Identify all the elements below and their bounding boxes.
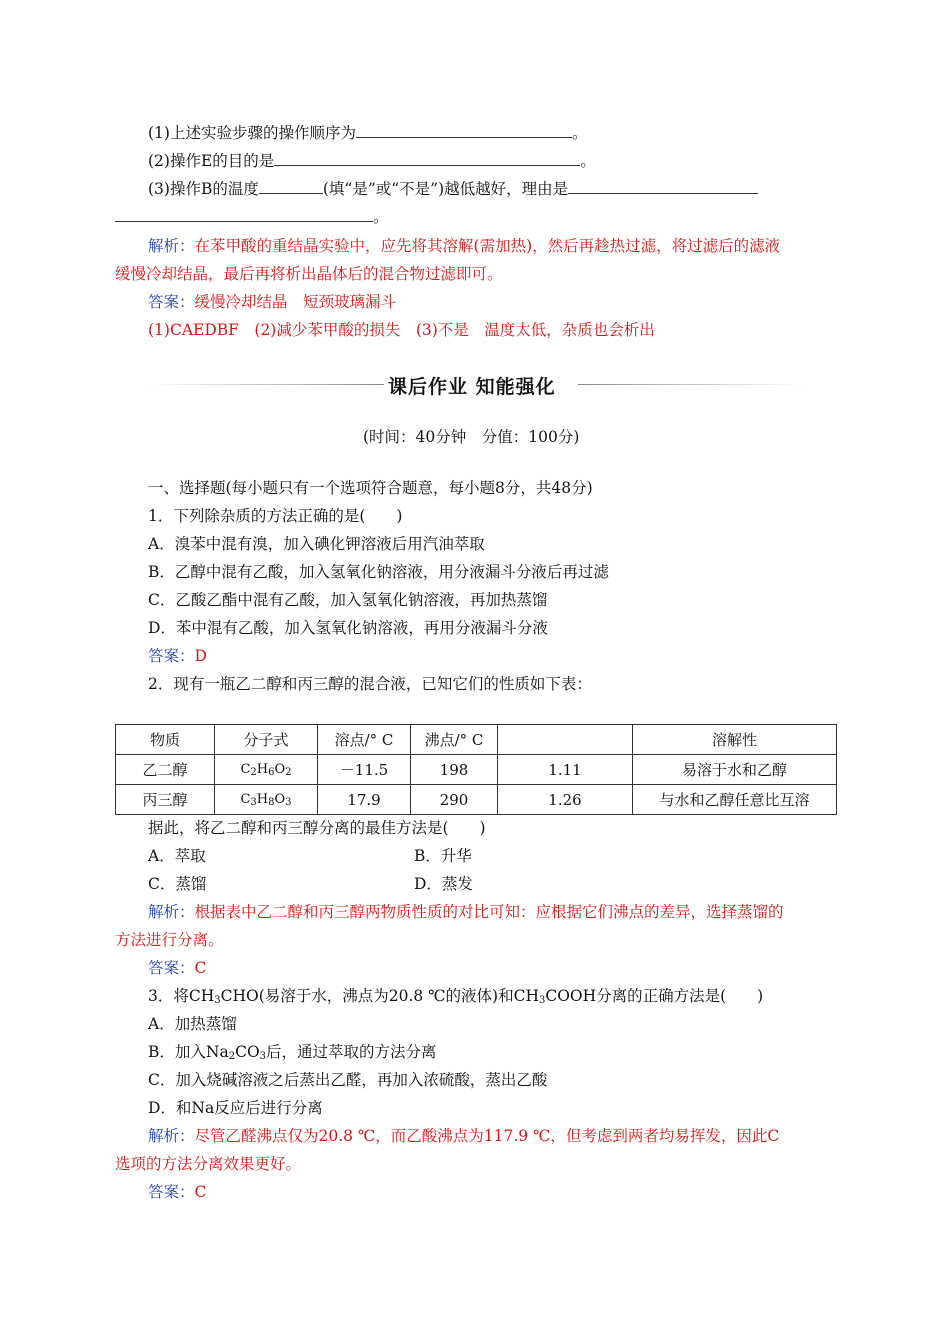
top-analysis-line-2: 缓慢冷却结晶，最后再将析出晶体后的混合物过滤即可。 (115, 265, 503, 283)
subscript: 3 (214, 995, 221, 1006)
formula-part: O (274, 791, 286, 807)
table-row (116, 785, 837, 815)
answer-label: 答案： (148, 959, 195, 977)
table-header-cell: 分子式 (215, 725, 318, 755)
formula-subscript: 6 (268, 766, 275, 778)
formula-part: C (240, 761, 251, 777)
top-answer-line-1 (148, 292, 396, 312)
table-cell: 丙三醇 (116, 785, 215, 815)
q3-stem-part: CHO(易溶于水，沸点为20.8 ℃的液体)和CH (220, 987, 539, 1005)
table-header-cell: 沸点/° C (411, 725, 498, 755)
subscript: 3 (259, 1051, 267, 1062)
end-mark: 。 (571, 124, 588, 142)
question-3-prefix: (3)操作B的温度 (148, 180, 259, 198)
q3-analysis-line-1 (148, 1126, 779, 1146)
formula-cell (215, 785, 318, 815)
q1-option-a: A．溴苯中混有溴，加入碘化钾溶液后用汽油萃取 (148, 535, 485, 553)
section-title: 课后作业 知能强化 (388, 376, 556, 398)
q3-stem (148, 986, 763, 1011)
q1-option-b: B．乙醇中混有乙酸，加入氢氧化钠溶液，用分液漏斗分液后再过滤 (148, 563, 609, 581)
formula-part: H (256, 761, 269, 777)
q2-followup: 据此，将乙二醇和丙三醇分离的最佳方法是( ) (148, 819, 486, 837)
table-cell: 与水和乙醇任意比互溶 (633, 785, 837, 815)
answer-label: 答案： (148, 647, 195, 665)
table-cell: 198 (411, 755, 498, 785)
answer-label: 答案： (148, 293, 195, 311)
q1-option-c: C．乙酸乙酯中混有乙酸，加入氢氧化钠溶液，再加热蒸馏 (148, 591, 548, 609)
time-info: (时间：40分钟 分值：100分) (363, 428, 580, 446)
question-3-middle: (填“是”或“不是”)越低越好，理由是 (322, 180, 569, 198)
answer-text: C (194, 1183, 207, 1201)
q2-option-d: D．蒸发 (414, 875, 473, 893)
table-cell: 17.9 (318, 785, 411, 815)
subscript: 3 (538, 995, 546, 1006)
option-part: CO (235, 1043, 260, 1061)
q3-stem-part: COOH分离的正确方法是( ) (545, 987, 764, 1005)
q1-stem: 1．下列除杂质的方法正确的是( ) (148, 507, 403, 525)
answer-blank (274, 151, 580, 166)
table-cell: 乙二醇 (116, 755, 215, 785)
formula-subscript: 2 (250, 766, 257, 778)
table-row (116, 755, 837, 785)
answer-text: 缓慢冷却结晶 短颈玻璃漏斗 (194, 293, 397, 311)
q3-answer-line (148, 1182, 206, 1202)
question-1-line (148, 123, 587, 143)
question-3-line (148, 179, 758, 199)
analysis-label: 解析： (148, 1127, 195, 1145)
q3-option-d: D．和Na反应后进行分离 (148, 1099, 323, 1117)
formula-subscript: 3 (250, 796, 257, 808)
q2-answer-line (148, 958, 206, 978)
formula-part: C (240, 791, 251, 807)
answer-label: 答案： (148, 1183, 195, 1201)
formula-subscript: 3 (285, 796, 292, 808)
end-mark: 。 (373, 208, 389, 226)
answer-blank (568, 179, 758, 194)
table-cell: 易溶于水和乙醇 (633, 755, 837, 785)
analysis-text: 在苯甲酸的重结晶实验中，应先将其溶解(需加热)，然后再趁热过滤，将过滤后的滤液 (194, 237, 781, 255)
q2-option-a: A．萃取 (148, 847, 206, 865)
table-cell: 1.11 (498, 755, 633, 785)
section-title-bar (148, 372, 802, 396)
table-header-cell (498, 725, 633, 755)
table-header-cell: 溶点/° C (318, 725, 411, 755)
q3-stem-part: 3．将CH (148, 987, 215, 1005)
title-divider-left (148, 384, 384, 385)
table-header-cell: 物质 (116, 725, 215, 755)
table-cell: 1.26 (498, 785, 633, 815)
analysis-text: 尽管乙醛沸点仅为20.8 ℃，而乙酸沸点为117.9 ℃，但考虑到两者均易挥发，因此C (194, 1127, 780, 1145)
q2-analysis-line-2: 方法进行分离。 (115, 931, 224, 949)
q2-analysis-line-1 (148, 902, 784, 922)
top-analysis-line-1 (148, 236, 780, 256)
question-1-prefix: (1)上述实验步骤的操作顺序为 (148, 124, 356, 142)
formula-part: O (274, 761, 286, 777)
answer-blank (115, 207, 373, 222)
q3-option-c: C．加入烧碱溶液之后蒸出乙醛，再加入浓硫酸，蒸出乙酸 (148, 1071, 548, 1089)
q1-option-d: D．苯中混有乙酸，加入氢氧化钠溶液，再用分液漏斗分液 (148, 619, 548, 637)
properties-table (115, 724, 837, 815)
question-2-line (148, 151, 596, 171)
analysis-label: 解析： (148, 903, 195, 921)
answer-text: C (194, 959, 207, 977)
option-part: 后，通过萃取的方法分离 (266, 1043, 437, 1061)
q3-option-b (148, 1042, 437, 1067)
answer-blank (259, 179, 323, 194)
q3-option-a: A．加热蒸馏 (148, 1015, 237, 1033)
table-header-row (116, 725, 837, 755)
part-heading: 一、选择题(每小题只有一个选项符合题意，每小题8分，共48分) (148, 479, 593, 497)
formula-subscript: 8 (268, 796, 275, 808)
q2-stem: 2．现有一瓶乙二醇和丙三醇的混合液，已知它们的性质如下表： (148, 675, 592, 693)
q1-answer-line (148, 646, 207, 666)
end-mark: 。 (580, 152, 596, 170)
title-divider-right (578, 384, 802, 385)
table-cell: －11.5 (318, 755, 411, 785)
q2-option-c: C．蒸馏 (148, 875, 207, 893)
formula-part: H (256, 791, 269, 807)
option-part: B．加入Na (148, 1043, 229, 1061)
answer-blank (356, 123, 572, 138)
subscript: 2 (228, 1051, 236, 1062)
formula-subscript: 2 (285, 766, 292, 778)
table-cell: 290 (411, 785, 498, 815)
q2-option-b: B．升华 (414, 847, 472, 865)
analysis-label: 解析： (148, 237, 195, 255)
analysis-text: 根据表中乙二醇和丙三醇两物质性质的对比可知：应根据它们沸点的差异，选择蒸馏的 (194, 903, 784, 921)
answer-text: D (194, 647, 207, 665)
top-answer-line-2: (1)CAEDBF (2)减少苯甲酸的损失 (3)不是 温度太低，杂质也会析出 (148, 321, 655, 339)
question-2-prefix: (2)操作E的目的是 (148, 152, 275, 170)
question-3-continuation (115, 207, 389, 227)
table-header-cell: 溶解性 (633, 725, 837, 755)
q3-analysis-line-2: 选项的方法分离效果更好。 (115, 1155, 302, 1173)
formula-cell (215, 755, 318, 785)
